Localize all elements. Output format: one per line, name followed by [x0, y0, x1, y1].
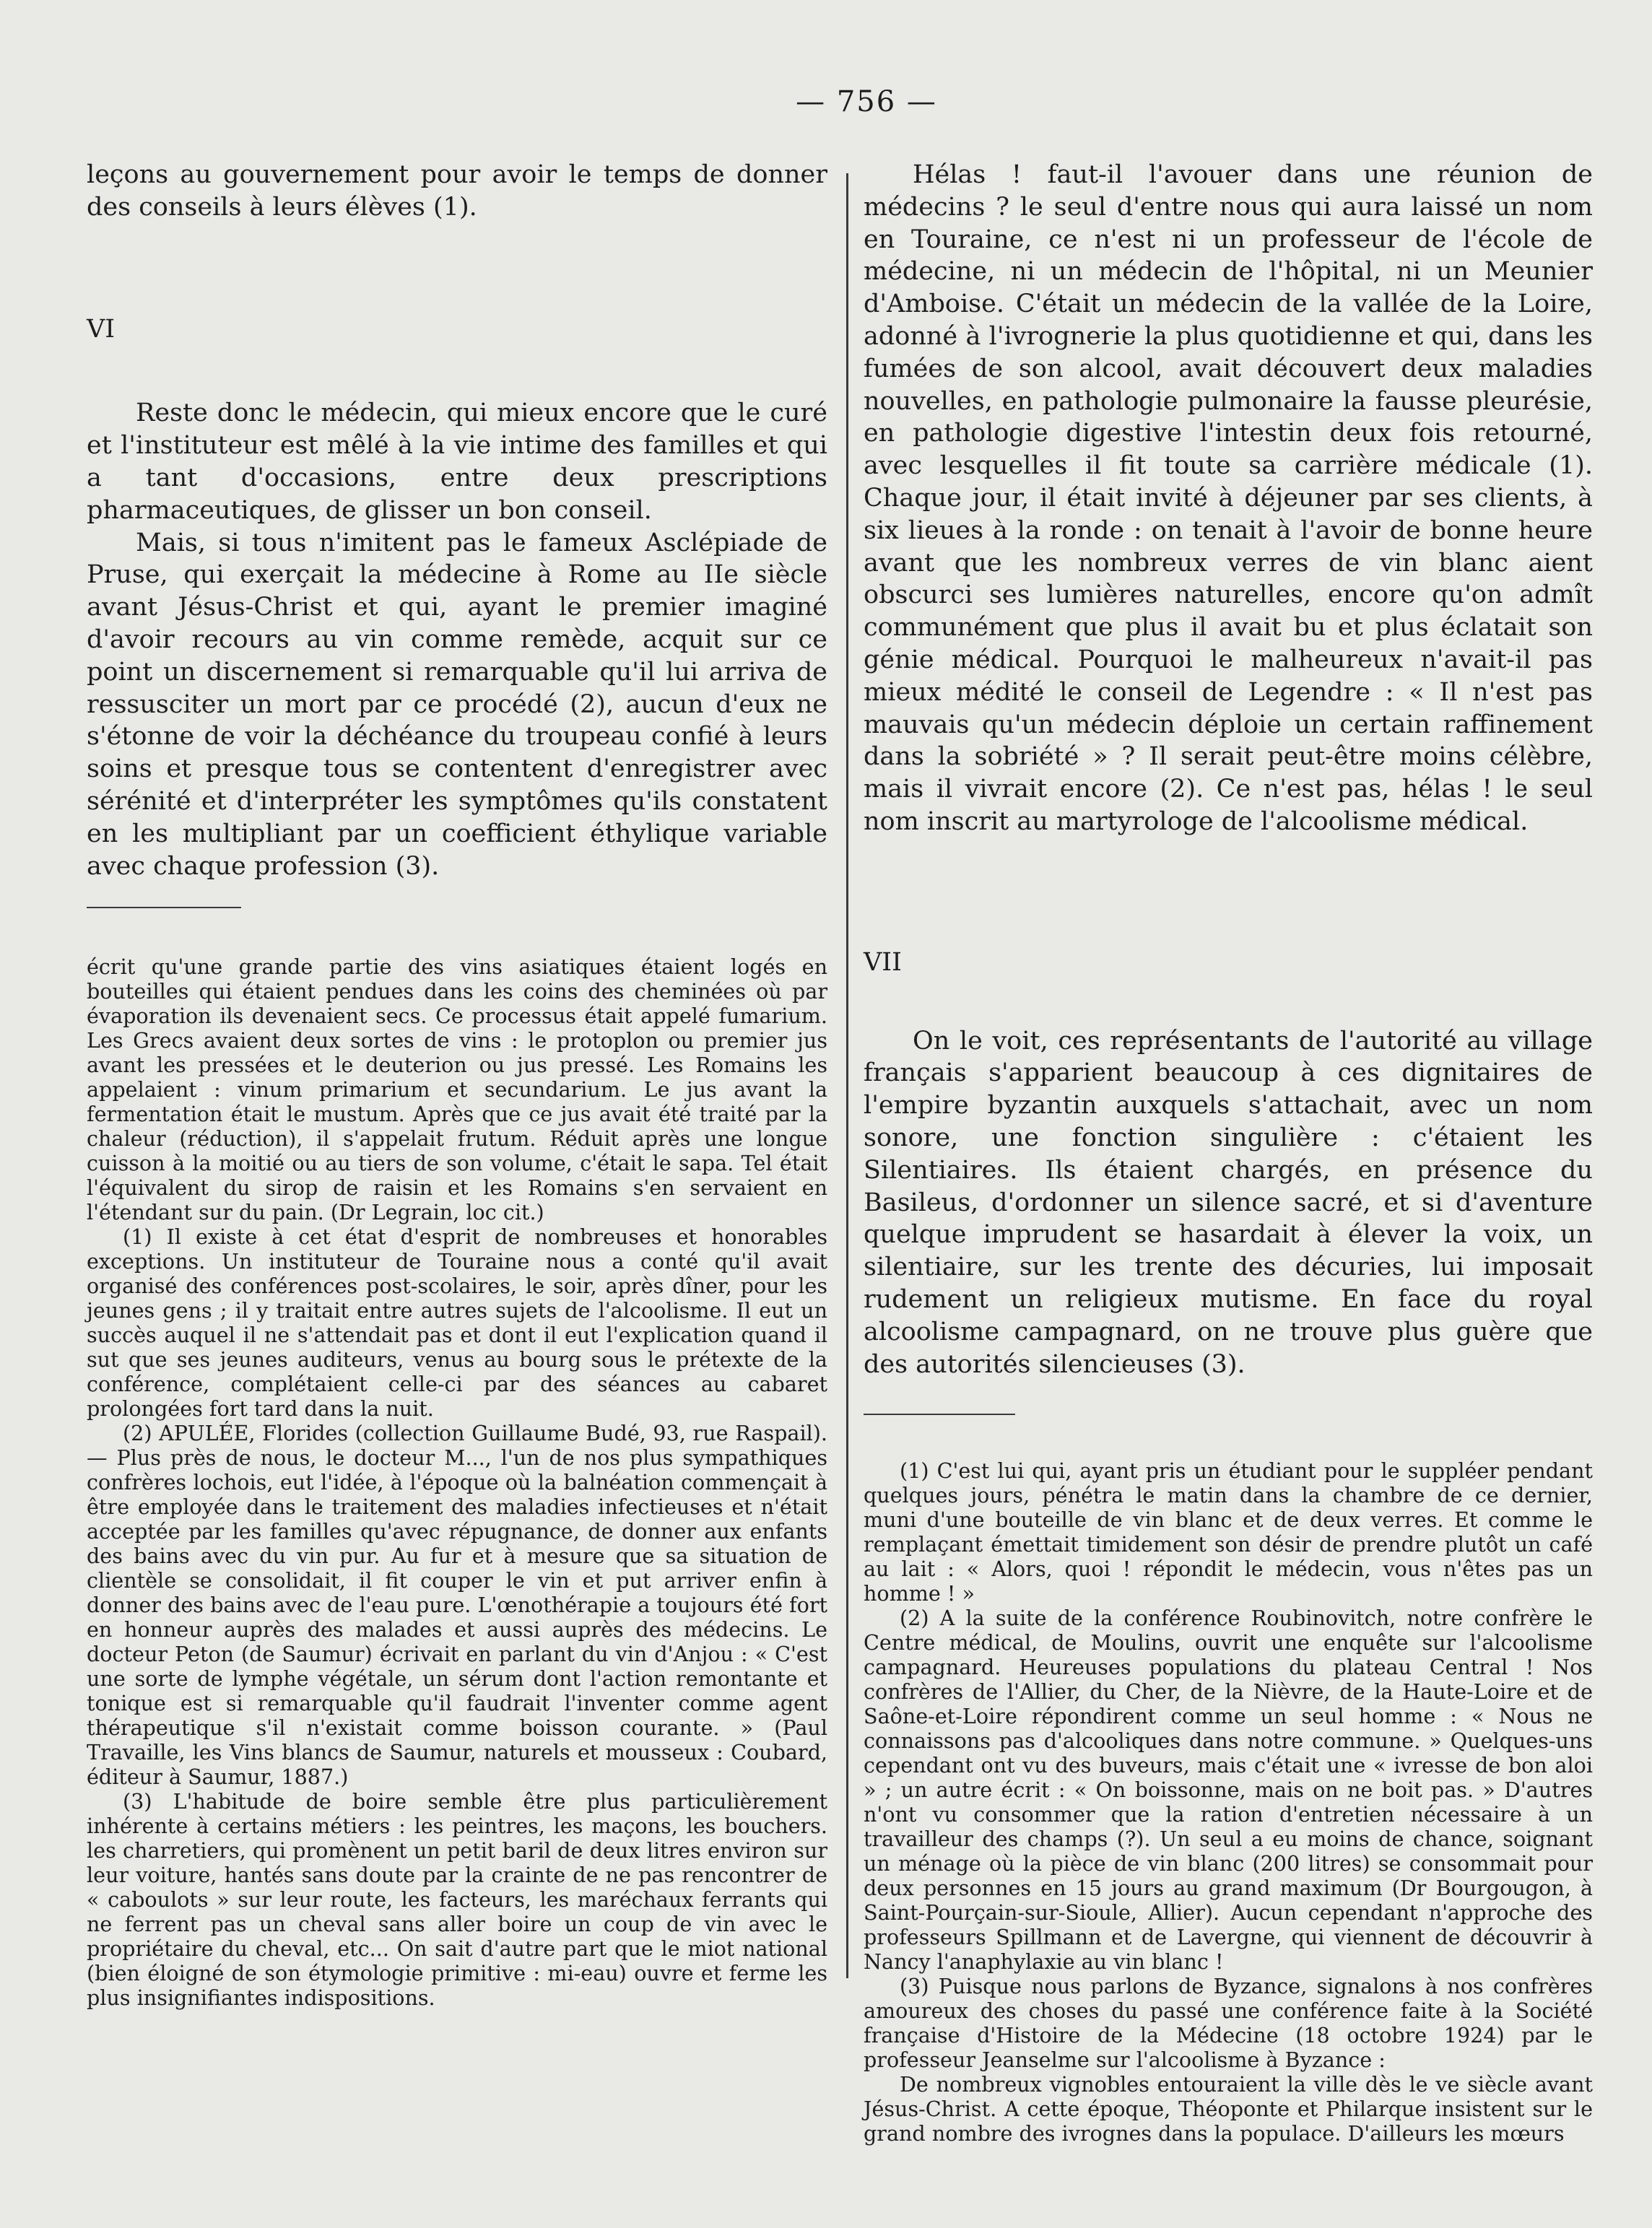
left-column	[87, 159, 827, 2010]
left-footnotes	[87, 954, 827, 2010]
footnote: (2) APULÉE, Florides (collection Guillaume Budé, 93, rue Raspail). — Plus près de nous, le docteur M..., l'un de nos plus sympathiques confrères lochois, eut l'idée, à l'époque où la balnéation commençait à être employée dans le traitement des maladies infectieuses et n'était acceptée par les familles qu'avec répugnance, de donner aux enfants des bains avec du vin pur. Au fur et à mesure que sa situation de clientèle se consolidait, il fit couper le vin et put arriver enfin à donner des bains avec de l'eau pure. L'œnothérapie a toujours été fort en honneur auprès des malades et aussi auprès des médecins. Le docteur Peton (de Saumur) écrivait en parlant du vin d'Anjou : « C'est une sorte de lymphe végétale, un sérum dont l'action remontante et tonique est si remarquable qu'il faudrait l'inventer comme agent thérapeutique s'il n'existait comme boisson courante. » (Paul Travaille, les Vins blancs de Saumur, naturels et mousseux : Coubard, éditeur à Saumur, 1887.)	[87, 1421, 827, 1790]
page-number: — 756 —	[796, 85, 937, 118]
footnote: (3) Puisque nous parlons de Byzance, signalons à nos confrères amoureux des choses du passé une conférence faite à la Société française d'Histoire de la Médecine (18 octobre 1924) par le professeur Jeanselme sur l'alcoolisme à Byzance :	[864, 1974, 1593, 2073]
footnote: (1) C'est lui qui, ayant pris un étudiant pour le suppléer pendant quelques jours, pénétra le matin dans la chambre de ce dernier, muni d'une bouteille de vin blanc et de deux verres. Et comme le remplaçant émettait timidement son désir de prendre plutôt un café au lait : « Alors, quoi ! répondit le médecin, vous n'êtes pas un homme ! »	[864, 1458, 1593, 1606]
column-divider	[846, 173, 848, 1978]
left-body	[87, 159, 827, 882]
body-paragraph: Reste donc le médecin, qui mieux encore que le curé et l'instituteur est mêlé à la vie intime des familles et qui a tant d'occasions, entre deux prescriptions pharmaceutiques, de glisser un bon conseil.	[87, 399, 827, 525]
right-footnotes	[864, 1458, 1593, 2146]
body-paragraph: On le voit, ces représentants de l'autorité au village français s'apparient beaucoup à ces dignitaires de l'empire byzantin auxquels s'attachait, avec un nom sonore, une fonction singulière : c'étaient les Silentiaires. Ils étaient chargés, en présence du Basileus, d'ordonner un silence sacré, et si d'aventure quelque imprudent se hasardait à élever la voix, un silentiaire, sur les trente des décuries, lui imposait rudement un religieux mutisme. En face du royal alcoolisme campagnard, on ne trouve plus guère que des autorités silencieuses (3).	[864, 1026, 1593, 1379]
section-heading-vi: VI	[87, 314, 116, 344]
body-paragraph: Mais, si tous n'imitent pas le fameux Asclépiade de Pruse, qui exerçait la médecine à Rome au IIe siècle avant Jésus-Christ et qui, ayant le premier imaginé d'avoir recours au vin comme remède, acquit sur ce point un discernement si remarquable qu'il lui arriva de ressusciter un mort par ce procédé (2), aucun d'eux ne s'étonne de voir la déchéance du troupeau confié à leurs soins et presque tous se contentent d'enregistrer avec sérénité et d'interpréter les symptômes qu'ils constatent en les multipliant par un coefficient éthylique variable avec chaque profession (3).	[87, 528, 827, 881]
footnote: (1) Il existe à cet état d'esprit de nombreuses et honorables exceptions. Un instituteur de Touraine nous a conté qu'il avait organisé des conférences post-scolaires, le soir, après dîner, pour les jeunes gens ; il y traitait entre autres sujets de l'alcoolisme. Il eut un succès auquel il ne s'attendait pas et dont il eut l'explication quand il sut que ses jeunes auditeurs, venus au bourg sous le prétexte de la conférence, complétaient celle-ci par des séances au cabaret prolongées fort tard dans la nuit.	[87, 1224, 827, 1422]
section-heading-vii: VII	[864, 947, 902, 977]
footnote: (2) A la suite de la conférence Roubinovitch, notre confrère le Centre médical, de Moulins, ouvrit une enquête sur l'alcoolisme campagnard. Heureuses populations du plateau Central ! Nos confrères de l'Allier, du Cher, de la Nièvre, de la Haute-Loire et de Saône-et-Loire répondirent comme un seul homme : « Nous ne connaissons pas d'alcooliques dans notre commune. » Quelques-uns cependant ont vu des buveurs, mais c'était une « ivresse de bon aloi » ; un autre écrit : « On boissonne, mais on ne boit pas. » D'autres n'ont vu consommer que la ration d'entretien nécessaire à un travailleur des champs (?). Un seul a eu moins de chance, soignant un ménage où la pièce de vin blanc (200 litres) se consommait pour deux personnes en 15 jours au grand maximum (Dr Bourgougon, à Saint-Pourçain-sur-Sioule, Allier). Aucun cependant n'approche des professeurs Spillmann et de Lavergne, qui viennent de découvrir à Nancy l'anaphylaxie au vin blanc !	[864, 1606, 1593, 1975]
body-paragraph: Hélas ! faut-il l'avouer dans une réunion de médecins ? le seul d'entre nous qui aura laissé un nom en Touraine, ce n'est ni un professeur de l'école de médecine, ni un médecin de l'hôpital, ni un Meunier d'Amboise. C'était un médecin de la vallée de la Loire, adonné à l'ivrognerie la plus quotidienne et qui, dans les fumées de son alcool, avait découvert deux maladies nouvelles, en pathologie pulmonaire la fausse pleurésie, en pathologie digestive l'intestin deux fois retourné, avec lesquelles il fit toute sa carrière médicale (1). Chaque jour, il était invité à déjeuner par ses clients, à six lieues à la ronde : on tenait à l'avoir de bonne heure avant que les nombreux verres de vin blanc aient obscurci ses lumières naturelles, encore qu'on admît communément que plus il avait bu et plus éclatait son génie médical. Pourquoi le malheureux n'avait-il pas mieux médité le conseil de Legendre : « Il n'est pas mauvais qu'un médecin déploie un certain raffinement dans la sobriété » ? Il serait peut-être moins célèbre, mais il vivrait encore (2). Ce n'est pas, hélas ! le seul nom inscrit au martyrologe de l'alcoolisme médical.	[864, 160, 1593, 836]
right-body	[864, 159, 1593, 1380]
footnote: (3) L'habitude de boire semble être plus particulièrement inhérente à certains métiers : les peintres, les maçons, les bouchers. les charretiers, qui promènent un petit baril de deux litres environ sur leur voiture, hantés sans doute par la crainte de ne pas rencontrer de « caboulots » sur leur route, les facteurs, les maréchaux ferrants qui ne ferrent pas un cheval sans aller boire un coup de vin avec le propriétaire du cheval, etc... On sait d'autre part que le miot national (bien éloigné de son étymologie primitive : mi-eau) ouvre et ferme les plus insignifiantes indispositions.	[87, 1789, 827, 2011]
right-column	[864, 159, 1593, 2146]
footnote-continued: écrit qu'une grande partie des vins asiatiques étaient logés en bouteilles qui étaient pendues dans les coins des cheminées où par évaporation ils devenaient secs. Ce processus était appelé fumarium. Les Grecs avaient deux sortes de vins : le protoplon ou premier jus avant les pressées et le deuterion ou jus pressé. Les Romains les appelaient : vinum primarium et secundarium. Le jus avant la fermentation était le mustum. Après que ce jus avait été traité par la chaleur (réduction), il s'appelait frutum. Réduit après une longue cuisson à la moitié ou au tiers de son volume, c'était le sapa. Tel était l'équivalent du sirop de raisin et les Romains s'en servaient en l'étendant sur du pain. (Dr Legrain, loc cit.)	[87, 954, 827, 1225]
footnote-quote: De nombreux vignobles entouraient la ville dès le ve siècle avant Jésus-Christ. A cette époque, Théoponte et Philarque insistent sur le grand nombre des ivrognes dans la populace. D'ailleurs les mœurs	[864, 2072, 1593, 2146]
intro-text: leçons au gouvernement pour avoir le temps de donner des conseils à leurs élèves (1).	[87, 160, 827, 222]
